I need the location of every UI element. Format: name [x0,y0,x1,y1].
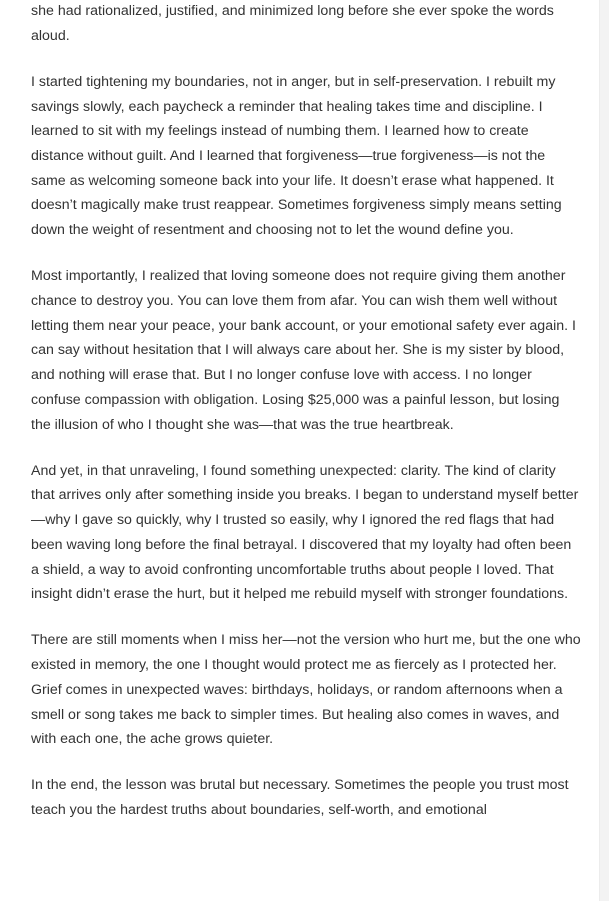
article-paragraph: she had rationalized, justified, and minimized long before she ever spoke the words aloud. [31,3,554,44]
article-paragraph: I started tightening my boundaries, not in anger, but in self-preservation. I rebuilt my savings slowly, each paycheck a reminder that healing takes time and discipline. I learned to sit with my feelings instead of numbing them. I learned how to create distance without guilt. And I learned that forgiveness—true forgiveness—is not the same as welcoming someone back into your life. It doesn’t erase what happened. It doesn’t magically make trust reappear. Sometimes forgiveness simply means setting down the weight of resentment and choosing not to let the wound define you. [31,73,562,239]
article-body [31,0,583,844]
article-paragraph: There are still moments when I miss her—not the version who hurt me, but the one who existed in memory, the one I thought would protect me as fiercely as I protected her. Grief comes in unexpected waves: birthdays, holidays, or random afternoons when a smell or song takes me back to simpler times. But healing also comes in waves, and with each one, the ache grows quieter. [31,632,581,748]
article-paragraph: Most importantly, I realized that loving someone does not require giving them another chance to destroy you. You can love them from afar. You can wish them well without letting them near your peace, your bank account, or your emotional safety ever again. I can say without hesitation that I will always care about her. She is my sister by blood, and nothing will erase that. But I no longer confuse love with access. I no longer confuse compassion with obligation. Losing $25,000 was a painful lesson, but losing the illusion of who I thought she was—that was the true heartbreak. [31,268,576,433]
article-paragraph: And yet, in that unraveling, I found something unexpected: clarity. The kind of clarity that arrives only after something inside you breaks. I began to understand myself better—why I gave so quickly, why I trusted so easily, why I ignored the red flags that had been waving long before the final betrayal. I discovered that my loyalty had often been a shield, a way to avoid confronting uncomfortable truths about people I loved. That insight didn’t erase the hurt, but it helped me rebuild myself with stronger foundations. [31,462,579,603]
article-paragraph: In the end, the lesson was brutal but necessary. Sometimes the people you trust most teach you the hardest truths about boundaries, self-worth, and emotional [31,777,569,819]
vertical-scrollbar[interactable] [599,0,609,901]
